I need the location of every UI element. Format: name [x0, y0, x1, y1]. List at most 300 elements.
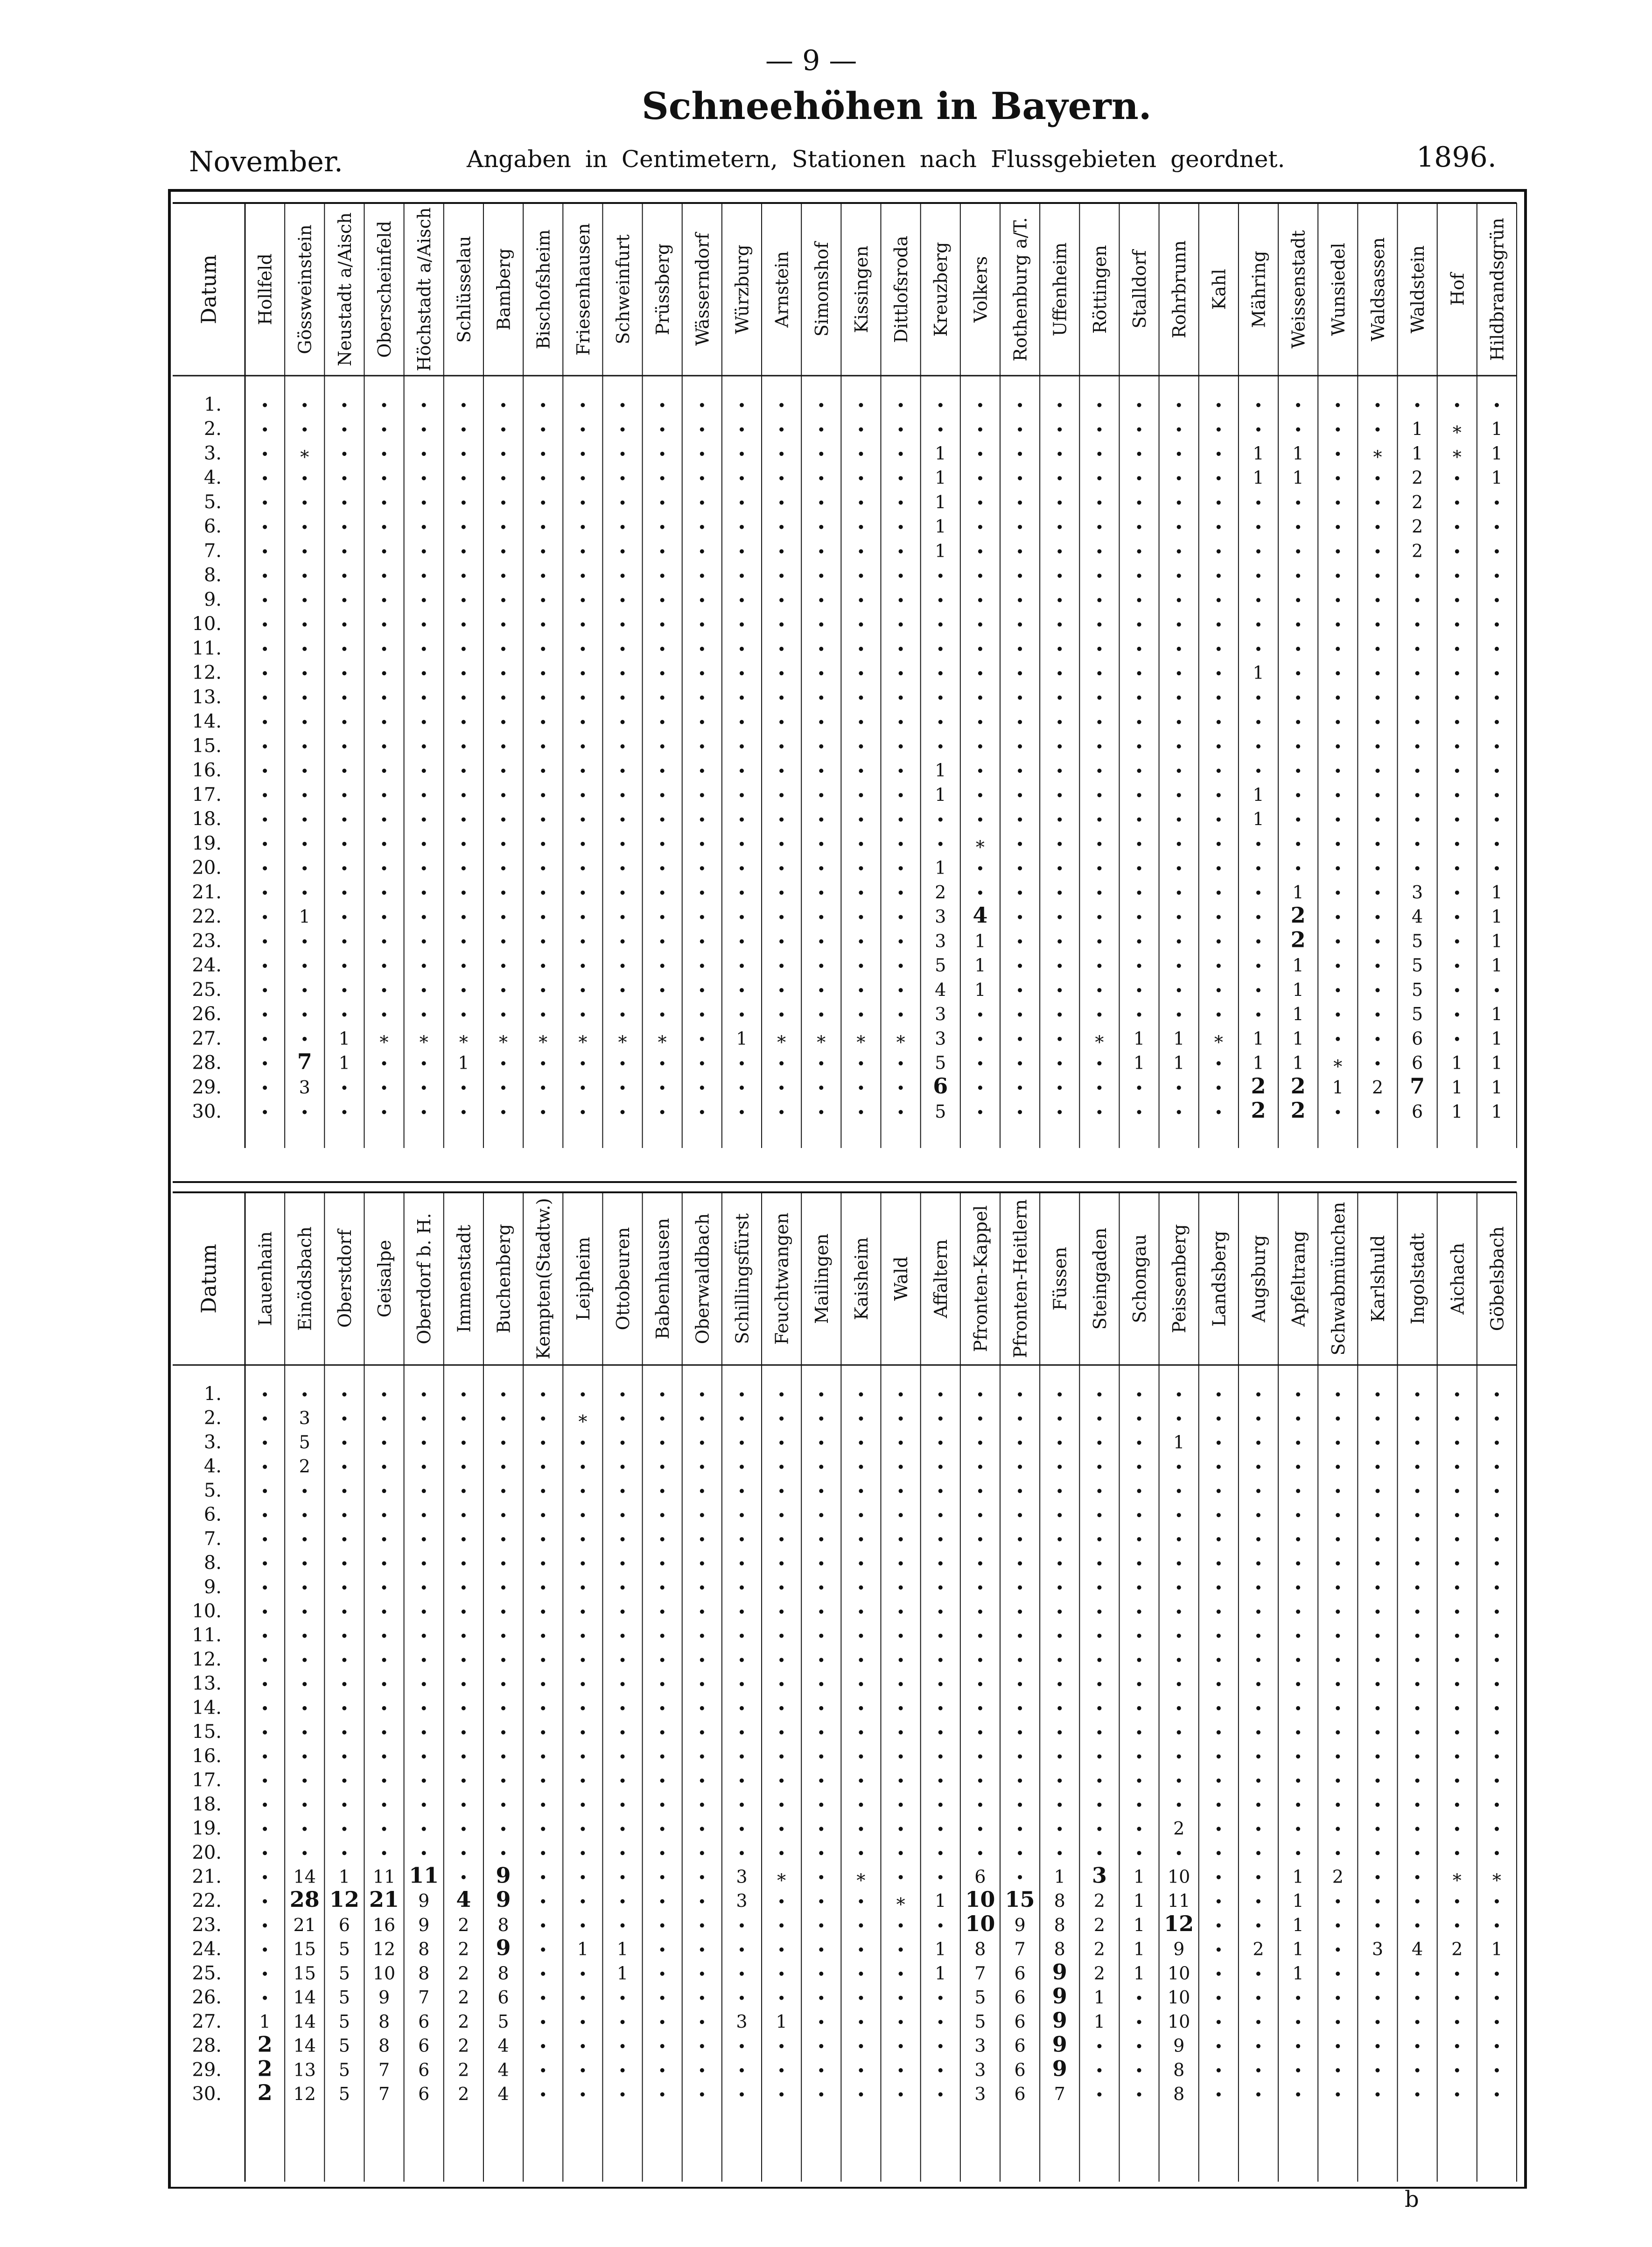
empty-cell-dot — [978, 1634, 982, 1638]
empty-cell-dot — [1137, 574, 1141, 578]
empty-cell-dot — [938, 1513, 943, 1517]
snow-depth-value: 1 — [935, 1939, 946, 1960]
empty-cell-dot — [1455, 1416, 1459, 1421]
empty-cell-dot — [819, 793, 823, 797]
snow-depth-value: 7 — [974, 1963, 986, 1984]
empty-cell-dot — [263, 1972, 267, 1976]
empty-cell-dot — [1375, 1537, 1379, 1541]
empty-cell-dot — [382, 1085, 386, 1090]
snow-depth-value: 2 — [1173, 1818, 1185, 1839]
empty-cell-dot — [422, 403, 426, 407]
empty-cell-dot — [422, 1013, 426, 1017]
empty-cell-dot — [1415, 623, 1420, 627]
empty-cell-dot — [899, 1441, 903, 1445]
empty-cell-dot — [581, 2068, 585, 2072]
empty-cell-dot — [899, 720, 903, 724]
empty-cell-dot — [1495, 1393, 1499, 1397]
empty-cell-dot — [1057, 1754, 1062, 1758]
empty-cell-dot — [1217, 1610, 1221, 1614]
snow-depth-value: 1 — [1253, 809, 1264, 830]
empty-cell-dot — [1256, 623, 1260, 627]
empty-cell-dot — [1217, 549, 1221, 553]
empty-cell-dot — [501, 452, 505, 456]
empty-cell-dot — [620, 915, 624, 919]
snow-depth-value: 8 — [497, 1914, 509, 1935]
empty-cell-dot — [700, 1465, 704, 1469]
empty-cell-dot — [1097, 647, 1101, 651]
empty-cell-dot — [1018, 1706, 1022, 1710]
snow-depth-value: 1 — [1491, 906, 1503, 927]
snow-depth-value: 10 — [965, 1887, 995, 1912]
snow-depth-value: 8 — [378, 2011, 390, 2032]
empty-cell-dot — [1217, 1803, 1221, 1807]
empty-cell-dot — [899, 574, 903, 578]
empty-cell-dot — [501, 1441, 505, 1445]
empty-cell-dot — [1177, 964, 1181, 968]
empty-cell-dot — [462, 1489, 466, 1493]
empty-cell-dot — [1495, 1730, 1499, 1735]
empty-cell-dot — [1177, 695, 1181, 700]
empty-cell-dot — [819, 403, 823, 407]
empty-cell-dot — [1018, 1513, 1022, 1517]
empty-cell-dot — [899, 2068, 903, 2072]
empty-cell-dot — [620, 2093, 624, 2097]
snow-depth-value: 8 — [497, 1963, 509, 1984]
empty-cell-dot — [1415, 1754, 1420, 1758]
empty-cell-dot — [1018, 1730, 1022, 1735]
empty-cell-dot — [1018, 1778, 1022, 1783]
day-label: 6. — [203, 1504, 222, 1526]
empty-cell-dot — [1057, 1465, 1062, 1469]
empty-cell-dot — [1415, 720, 1420, 724]
empty-cell-dot — [1217, 744, 1221, 749]
empty-cell-dot — [1177, 427, 1181, 432]
station-header: Höchstadt a/Aisch — [414, 207, 435, 371]
empty-cell-dot — [899, 427, 903, 432]
empty-cell-dot — [1177, 842, 1181, 846]
empty-cell-dot — [1375, 1634, 1379, 1638]
empty-cell-dot — [978, 1610, 982, 1614]
empty-cell-dot — [422, 1393, 426, 1397]
empty-cell-dot — [462, 1110, 466, 1114]
empty-cell-dot — [1256, 1013, 1260, 1017]
empty-cell-dot — [581, 2044, 585, 2048]
empty-cell-dot — [1137, 818, 1141, 822]
empty-cell-dot — [581, 671, 585, 675]
empty-cell-dot — [1455, 1706, 1459, 1710]
empty-cell-dot — [620, 2020, 624, 2024]
empty-cell-dot — [978, 403, 982, 407]
empty-cell-dot — [1296, 1465, 1300, 1469]
empty-cell-dot — [1256, 500, 1260, 504]
empty-cell-dot — [660, 1754, 665, 1758]
empty-cell-dot — [581, 1610, 585, 1614]
empty-cell-dot — [1097, 1013, 1101, 1017]
empty-cell-dot — [263, 1561, 267, 1566]
empty-cell-dot — [1217, 1393, 1221, 1397]
empty-cell-dot — [501, 1754, 505, 1758]
empty-cell-dot — [740, 574, 744, 578]
empty-cell-dot — [859, 866, 863, 870]
empty-cell-dot — [263, 1682, 267, 1686]
empty-cell-dot — [541, 598, 545, 602]
empty-cell-dot — [620, 866, 624, 870]
empty-cell-dot — [1217, 574, 1221, 578]
snow-depth-value: 6 — [974, 1866, 986, 1887]
snow-depth-value: 14 — [293, 1987, 316, 2008]
empty-cell-dot — [263, 1513, 267, 1517]
empty-cell-dot — [1336, 2068, 1340, 2072]
empty-cell-dot — [541, 1706, 545, 1710]
empty-cell-dot — [660, 476, 665, 480]
empty-cell-dot — [899, 549, 903, 553]
empty-cell-dot — [1057, 939, 1062, 944]
empty-cell-dot — [422, 1851, 426, 1855]
empty-cell-dot — [779, 1441, 784, 1445]
empty-cell-dot — [1415, 769, 1420, 773]
empty-cell-dot — [1455, 1996, 1459, 2000]
empty-cell-dot — [263, 598, 267, 602]
snow-depth-value: 1 — [259, 2011, 271, 2032]
empty-cell-dot — [899, 1754, 903, 1758]
empty-cell-dot — [302, 1110, 307, 1114]
empty-cell-dot — [1375, 1706, 1379, 1710]
empty-cell-dot — [302, 1851, 307, 1855]
empty-cell-dot — [382, 1489, 386, 1493]
empty-cell-dot — [1057, 1513, 1062, 1517]
empty-cell-dot — [342, 939, 346, 944]
empty-cell-dot — [1137, 1658, 1141, 1662]
empty-cell-dot — [779, 1658, 784, 1662]
snow-depth-value: 8 — [418, 1939, 430, 1960]
snow-depth-value: 12 — [1164, 1911, 1194, 1936]
station-header: Waldstein — [1407, 245, 1428, 334]
empty-cell-dot — [1217, 1706, 1221, 1710]
empty-cell-dot — [302, 427, 307, 432]
empty-cell-dot — [462, 769, 466, 773]
empty-cell-dot — [700, 1085, 704, 1090]
empty-cell-dot — [620, 793, 624, 797]
empty-cell-dot — [541, 1489, 545, 1493]
empty-cell-dot — [938, 1537, 943, 1541]
snow-depth-value: 1 — [1292, 443, 1304, 464]
snow-depth-value: 11 — [409, 1862, 439, 1888]
empty-cell-dot — [819, 1489, 823, 1493]
empty-cell-dot — [1018, 1061, 1022, 1065]
station-header: Ingolstadt — [1407, 1233, 1428, 1324]
empty-cell-dot — [263, 1585, 267, 1589]
empty-cell-dot — [1018, 1561, 1022, 1566]
empty-cell-dot — [1495, 1634, 1499, 1638]
empty-cell-dot — [1296, 1851, 1300, 1855]
empty-cell-dot — [541, 1610, 545, 1614]
empty-cell-dot — [1137, 623, 1141, 627]
empty-cell-dot — [1217, 427, 1221, 432]
snow-depth-value: 1 — [1133, 1939, 1145, 1960]
empty-cell-dot — [1495, 1489, 1499, 1493]
empty-cell-dot — [382, 793, 386, 797]
station-header: Oberwaldbach — [692, 1213, 713, 1344]
snow-depth-value: 2 — [458, 2059, 469, 2080]
empty-cell-dot — [1495, 2044, 1499, 2048]
empty-cell-dot — [1137, 793, 1141, 797]
empty-cell-dot — [859, 915, 863, 919]
empty-cell-dot — [1177, 452, 1181, 456]
empty-cell-dot — [1455, 549, 1459, 553]
empty-cell-dot — [263, 1996, 267, 2000]
snow-depth-value: 4 — [456, 1887, 471, 1912]
snow-depth-value: 1 — [935, 516, 946, 537]
snow-depth-value: 1 — [1491, 1028, 1503, 1049]
empty-cell-dot — [342, 549, 346, 553]
empty-cell-dot — [541, 818, 545, 822]
empty-cell-dot — [740, 1658, 744, 1662]
empty-cell-dot — [302, 842, 307, 846]
empty-cell-dot — [859, 1110, 863, 1114]
empty-cell-dot — [1415, 1778, 1420, 1783]
empty-cell-dot — [620, 1875, 624, 1879]
empty-cell-dot — [1097, 1730, 1101, 1735]
empty-cell-dot — [1495, 1827, 1499, 1831]
empty-cell-dot — [263, 866, 267, 870]
empty-cell-dot — [779, 1561, 784, 1566]
empty-cell-dot — [978, 671, 982, 675]
empty-cell-dot — [541, 525, 545, 529]
empty-cell-dot — [620, 598, 624, 602]
empty-cell-dot — [1336, 1923, 1340, 1927]
empty-cell-dot — [302, 403, 307, 407]
empty-cell-dot — [501, 500, 505, 504]
empty-cell-dot — [422, 549, 426, 553]
empty-cell-dot — [1415, 1730, 1420, 1735]
empty-cell-dot — [1256, 2068, 1260, 2072]
empty-cell-dot — [620, 1465, 624, 1469]
empty-cell-dot — [1375, 1513, 1379, 1517]
empty-cell-dot — [462, 671, 466, 675]
day-label: 22. — [192, 1890, 222, 1912]
empty-cell-dot — [462, 452, 466, 456]
empty-cell-dot — [1097, 623, 1101, 627]
empty-cell-dot — [1256, 1610, 1260, 1614]
empty-cell-dot — [740, 2068, 744, 2072]
snow-depth-value: 8 — [974, 1939, 986, 1960]
empty-cell-dot — [263, 403, 267, 407]
empty-cell-dot — [1217, 598, 1221, 602]
empty-cell-dot — [581, 1658, 585, 1662]
empty-cell-dot — [501, 939, 505, 944]
empty-cell-dot — [462, 1610, 466, 1614]
empty-cell-dot — [859, 1658, 863, 1662]
station-header: Leipheim — [573, 1237, 594, 1321]
empty-cell-dot — [819, 1851, 823, 1855]
snow-depth-value: 1 — [974, 979, 986, 1000]
empty-cell-dot — [978, 793, 982, 797]
empty-cell-dot — [779, 744, 784, 749]
snow-depth-value: 3 — [1092, 1862, 1107, 1888]
empty-cell-dot — [859, 525, 863, 529]
empty-cell-dot — [1057, 427, 1062, 432]
empty-cell-dot — [938, 1393, 943, 1397]
empty-cell-dot — [1296, 1706, 1300, 1710]
station-header: Kempten(Stadtw.) — [533, 1198, 554, 1359]
empty-cell-dot — [302, 1634, 307, 1638]
empty-cell-dot — [819, 525, 823, 529]
empty-cell-dot — [779, 720, 784, 724]
empty-cell-dot — [541, 1875, 545, 1879]
empty-cell-dot — [263, 1706, 267, 1710]
snow-depth-value: * — [578, 1411, 588, 1432]
empty-cell-dot — [819, 1778, 823, 1783]
empty-cell-dot — [541, 769, 545, 773]
empty-cell-dot — [1415, 866, 1420, 870]
snow-depth-value: 14 — [293, 1866, 316, 1887]
empty-cell-dot — [462, 695, 466, 700]
empty-cell-dot — [1375, 1730, 1379, 1735]
empty-cell-dot — [660, 1923, 665, 1927]
empty-cell-dot — [1455, 1585, 1459, 1589]
day-label: 4. — [203, 1456, 222, 1477]
snow-depth-value: 7 — [418, 1987, 430, 2008]
snow-depth-value: 6 — [418, 2011, 430, 2032]
empty-cell-dot — [1415, 1972, 1420, 1976]
empty-cell-dot — [660, 988, 665, 992]
empty-cell-dot — [1018, 988, 1022, 992]
snow-depth-value: 11 — [1167, 1890, 1190, 1911]
empty-cell-dot — [541, 671, 545, 675]
empty-cell-dot — [700, 2044, 704, 2048]
empty-cell-dot — [1375, 842, 1379, 846]
empty-cell-dot — [1256, 964, 1260, 968]
empty-cell-dot — [581, 1899, 585, 1904]
snow-depth-value: 1 — [1173, 1432, 1185, 1453]
empty-cell-dot — [1137, 671, 1141, 675]
empty-cell-dot — [779, 476, 784, 480]
empty-cell-dot — [462, 988, 466, 992]
empty-cell-dot — [1495, 1996, 1499, 2000]
empty-cell-dot — [938, 1827, 943, 1831]
snow-depth-value: 1 — [1253, 784, 1264, 805]
empty-cell-dot — [899, 769, 903, 773]
empty-cell-dot — [1336, 964, 1340, 968]
empty-cell-dot — [859, 1441, 863, 1445]
station-header: Gössweinstein — [294, 224, 315, 354]
empty-cell-dot — [302, 1730, 307, 1735]
empty-cell-dot — [899, 647, 903, 651]
empty-cell-dot — [462, 1561, 466, 1566]
empty-cell-dot — [302, 525, 307, 529]
empty-cell-dot — [1097, 1441, 1101, 1445]
empty-cell-dot — [1256, 769, 1260, 773]
empty-cell-dot — [1256, 1778, 1260, 1783]
empty-cell-dot — [1455, 1634, 1459, 1638]
snow-depth-value: 5 — [1412, 1004, 1423, 1025]
empty-cell-dot — [501, 890, 505, 895]
empty-cell-dot — [938, 1996, 943, 2000]
empty-cell-dot — [1097, 452, 1101, 456]
empty-cell-dot — [779, 1513, 784, 1517]
empty-cell-dot — [501, 793, 505, 797]
empty-cell-dot — [1336, 1827, 1340, 1831]
empty-cell-dot — [1177, 939, 1181, 944]
snow-depth-value: 1 — [974, 955, 986, 976]
empty-cell-dot — [541, 1754, 545, 1758]
empty-cell-dot — [1177, 403, 1181, 407]
empty-cell-dot — [1336, 818, 1340, 822]
empty-cell-dot — [1415, 2020, 1420, 2024]
empty-cell-dot — [581, 500, 585, 504]
empty-cell-dot — [1296, 598, 1300, 602]
empty-cell-dot — [819, 1754, 823, 1758]
empty-cell-dot — [899, 1996, 903, 2000]
empty-cell-dot — [1256, 1972, 1260, 1976]
empty-cell-dot — [978, 1561, 982, 1566]
day-label: 13. — [192, 686, 222, 708]
empty-cell-dot — [978, 1061, 982, 1065]
empty-cell-dot — [263, 1947, 267, 1952]
empty-cell-dot — [342, 988, 346, 992]
empty-cell-dot — [620, 574, 624, 578]
empty-cell-dot — [859, 2020, 863, 2024]
snow-depth-value: 2 — [1290, 1098, 1306, 1123]
empty-cell-dot — [660, 793, 665, 797]
empty-cell-dot — [1495, 403, 1499, 407]
empty-cell-dot — [660, 866, 665, 870]
empty-cell-dot — [938, 1730, 943, 1735]
empty-cell-dot — [859, 2068, 863, 2072]
empty-cell-dot — [501, 1682, 505, 1686]
empty-cell-dot — [1375, 695, 1379, 700]
empty-cell-dot — [1495, 1803, 1499, 1807]
snow-depth-value: * — [1214, 1032, 1223, 1053]
empty-cell-dot — [541, 890, 545, 895]
empty-cell-dot — [1455, 769, 1459, 773]
empty-cell-dot — [1217, 1682, 1221, 1686]
empty-cell-dot — [1296, 793, 1300, 797]
empty-cell-dot — [779, 842, 784, 846]
empty-cell-dot — [660, 1013, 665, 1017]
empty-cell-dot — [1097, 1110, 1101, 1114]
datum-header: Datum — [197, 1244, 221, 1314]
empty-cell-dot — [1137, 720, 1141, 724]
empty-cell-dot — [382, 1513, 386, 1517]
empty-cell-dot — [422, 695, 426, 700]
empty-cell-dot — [302, 500, 307, 504]
empty-cell-dot — [342, 866, 346, 870]
empty-cell-dot — [462, 1465, 466, 1469]
empty-cell-dot — [541, 1634, 545, 1638]
empty-cell-dot — [1375, 744, 1379, 749]
empty-cell-dot — [501, 769, 505, 773]
empty-cell-dot — [978, 1489, 982, 1493]
empty-cell-dot — [819, 1585, 823, 1589]
empty-cell-dot — [263, 1037, 267, 1041]
empty-cell-dot — [541, 1513, 545, 1517]
empty-cell-dot — [1137, 939, 1141, 944]
snow-depth-value: * — [1452, 1870, 1462, 1891]
empty-cell-dot — [1415, 574, 1420, 578]
day-label: 2. — [203, 418, 222, 440]
empty-cell-dot — [342, 1013, 346, 1017]
empty-cell-dot — [859, 1489, 863, 1493]
empty-cell-dot — [740, 1465, 744, 1469]
day-label: 24. — [192, 954, 222, 976]
empty-cell-dot — [541, 2044, 545, 2048]
empty-cell-dot — [899, 866, 903, 870]
station-header: Rohrbrunn — [1169, 240, 1190, 339]
empty-cell-dot — [819, 818, 823, 822]
empty-cell-dot — [1415, 1634, 1420, 1638]
empty-cell-dot — [1375, 1037, 1379, 1041]
